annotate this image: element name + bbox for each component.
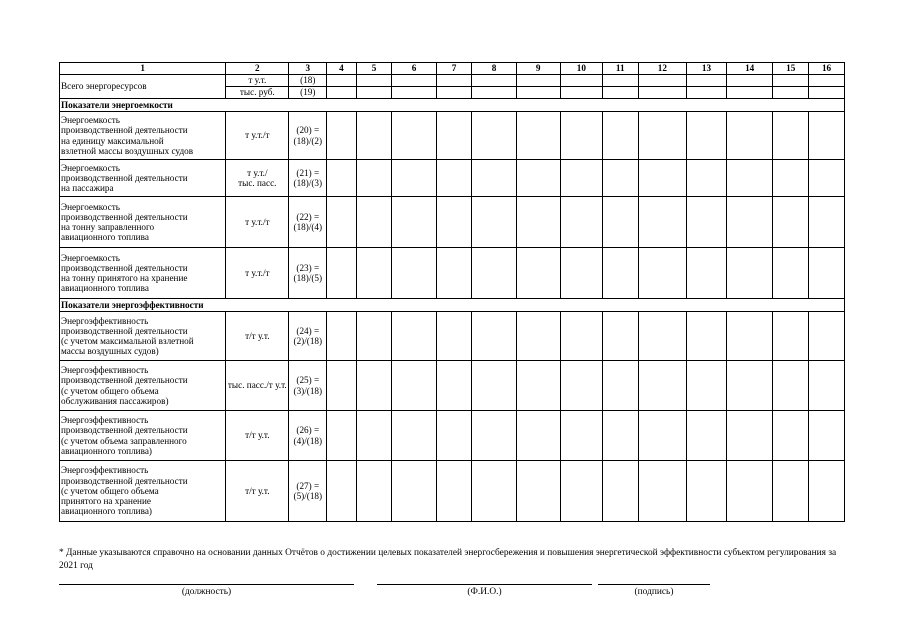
empty-cell	[516, 112, 560, 160]
empty-cell	[602, 361, 638, 411]
empty-cell	[516, 461, 560, 522]
empty-cell	[773, 361, 809, 411]
empty-cell	[687, 361, 727, 411]
empty-cell	[727, 160, 773, 197]
header-cell: 1	[60, 63, 226, 75]
empty-cell	[602, 75, 638, 87]
unit-cell: т/т у.т.	[226, 411, 289, 461]
formula-cell: (25) = (3)/(18)	[289, 361, 327, 411]
empty-cell	[436, 361, 472, 411]
empty-cell	[472, 411, 516, 461]
empty-cell	[472, 312, 516, 361]
empty-cell	[472, 160, 516, 197]
empty-cell	[392, 112, 436, 160]
empty-cell	[356, 312, 392, 361]
indicator-label: Энергоемкость производственной деятельности на тонну принятого на хранение авиационного топлива	[60, 248, 226, 299]
unit-cell: тыс. руб.	[226, 87, 289, 99]
header-cell: 13	[687, 63, 727, 75]
unit-cell: т у.т./т	[226, 248, 289, 299]
empty-cell	[436, 312, 472, 361]
empty-cell	[356, 248, 392, 299]
empty-cell	[560, 461, 602, 522]
empty-cell	[809, 75, 845, 87]
header-cell: 16	[809, 63, 845, 75]
empty-cell	[809, 461, 845, 522]
empty-cell	[327, 75, 356, 87]
header-cell: 9	[516, 63, 560, 75]
empty-cell	[327, 160, 356, 197]
total-label: Всего энергоресурсов	[60, 75, 226, 99]
header-cell: 7	[436, 63, 472, 75]
empty-cell	[602, 160, 638, 197]
empty-cell	[560, 361, 602, 411]
empty-cell	[356, 197, 392, 248]
empty-cell	[809, 248, 845, 299]
indicator-label: Энергоэффективность производственной деятельности (с учетом максимальной взлетной массы воздушных судов)	[60, 312, 226, 361]
empty-cell	[773, 75, 809, 87]
empty-cell	[727, 248, 773, 299]
indicator-label: Энергоемкость производственной деятельности на пассажира	[60, 160, 226, 197]
empty-cell	[472, 197, 516, 248]
footnote: * Данные указываются справочно на основании данных Отчётов о достижении целевых показателей энергосбережения и повышения энергетической эффективности субъектом регулирования за 2021 год	[59, 548, 837, 571]
empty-cell	[687, 197, 727, 248]
formula-cell: (26) = (4)/(18)	[289, 411, 327, 461]
empty-cell	[327, 461, 356, 522]
empty-cell	[356, 112, 392, 160]
header-cell: 15	[773, 63, 809, 75]
empty-cell	[773, 248, 809, 299]
code-cell: (19)	[289, 87, 327, 99]
empty-cell	[638, 112, 686, 160]
empty-cell	[638, 411, 686, 461]
empty-cell	[392, 411, 436, 461]
indicator-row	[60, 411, 845, 461]
empty-cell	[472, 248, 516, 299]
empty-cell	[516, 312, 560, 361]
formula-cell: (22) = (18)/(4)	[289, 197, 327, 248]
empty-cell	[809, 160, 845, 197]
empty-cell	[516, 197, 560, 248]
formula-cell: (23) = (18)/(5)	[289, 248, 327, 299]
empty-cell	[602, 112, 638, 160]
empty-cell	[516, 87, 560, 99]
empty-cell	[687, 87, 727, 99]
empty-cell	[436, 461, 472, 522]
section-row	[60, 299, 845, 312]
empty-cell	[727, 461, 773, 522]
empty-cell	[472, 461, 516, 522]
empty-cell	[392, 312, 436, 361]
empty-cell	[327, 361, 356, 411]
empty-cell	[392, 248, 436, 299]
empty-cell	[356, 75, 392, 87]
signature-caption: (подпись)	[634, 587, 674, 597]
name-caption: (Ф.И.О.)	[467, 587, 502, 597]
empty-cell	[687, 112, 727, 160]
empty-cell	[727, 75, 773, 87]
empty-cell	[773, 87, 809, 99]
empty-cell	[602, 312, 638, 361]
empty-cell	[560, 312, 602, 361]
indicator-row	[60, 112, 845, 160]
empty-cell	[516, 75, 560, 87]
empty-cell	[727, 87, 773, 99]
empty-cell	[638, 197, 686, 248]
empty-cell	[436, 75, 472, 87]
empty-cell	[687, 411, 727, 461]
indicator-row	[60, 248, 845, 299]
section-title: Показатели энергоемкости	[60, 99, 845, 112]
empty-cell	[436, 112, 472, 160]
name-line	[377, 584, 592, 585]
empty-cell	[392, 197, 436, 248]
position-caption: (должность)	[181, 587, 232, 597]
formula-cell: (24) = (2)/(18)	[289, 312, 327, 361]
empty-cell	[638, 461, 686, 522]
empty-cell	[327, 112, 356, 160]
empty-cell	[809, 361, 845, 411]
section-row	[60, 99, 845, 112]
unit-cell: т/т у.т.	[226, 461, 289, 522]
empty-cell	[809, 87, 845, 99]
header-cell: 8	[472, 63, 516, 75]
empty-cell	[356, 87, 392, 99]
empty-cell	[773, 312, 809, 361]
empty-cell	[773, 197, 809, 248]
empty-cell	[638, 87, 686, 99]
empty-cell	[356, 411, 392, 461]
header-cell: 12	[638, 63, 686, 75]
empty-cell	[809, 411, 845, 461]
header-row	[60, 63, 845, 75]
empty-cell	[327, 411, 356, 461]
section-title: Показатели энергоэффективности	[60, 299, 845, 312]
unit-cell: т/т у.т.	[226, 312, 289, 361]
empty-cell	[687, 248, 727, 299]
empty-cell	[560, 248, 602, 299]
unit-cell: т у.т./т	[226, 197, 289, 248]
total-row	[60, 75, 845, 87]
empty-cell	[327, 248, 356, 299]
unit-cell: тыс. пасс./т у.т.	[226, 361, 289, 411]
indicator-label: Энергоемкость производственной деятельности на единицу максимальной взлетной массы воздушных судов	[60, 112, 226, 160]
empty-cell	[687, 461, 727, 522]
empty-cell	[436, 197, 472, 248]
empty-cell	[773, 160, 809, 197]
empty-cell	[516, 361, 560, 411]
header-cell: 2	[226, 63, 289, 75]
indicator-row	[60, 197, 845, 248]
empty-cell	[638, 361, 686, 411]
header-cell: 10	[560, 63, 602, 75]
indicator-label: Энергоэффективность производственной деятельности (с учетом объема заправленного авиационного топлива)	[60, 411, 226, 461]
empty-cell	[727, 361, 773, 411]
empty-cell	[727, 312, 773, 361]
position-line	[59, 584, 354, 585]
empty-cell	[472, 87, 516, 99]
empty-cell	[356, 361, 392, 411]
empty-cell	[560, 411, 602, 461]
empty-cell	[560, 112, 602, 160]
empty-cell	[809, 312, 845, 361]
empty-cell	[472, 75, 516, 87]
formula-cell: (21) = (18)/(3)	[289, 160, 327, 197]
empty-cell	[773, 461, 809, 522]
empty-cell	[436, 411, 472, 461]
code-cell: (18)	[289, 75, 327, 87]
header-cell: 14	[727, 63, 773, 75]
empty-cell	[687, 312, 727, 361]
empty-cell	[392, 75, 436, 87]
unit-cell: т у.т./т	[226, 112, 289, 160]
empty-cell	[392, 361, 436, 411]
empty-cell	[436, 160, 472, 197]
empty-cell	[472, 361, 516, 411]
empty-cell	[327, 197, 356, 248]
unit-cell: т у.т./ тыс. пасс.	[226, 160, 289, 197]
signature-line	[598, 584, 710, 585]
header-cell: 5	[356, 63, 392, 75]
unit-cell: т у.т.	[226, 75, 289, 87]
empty-cell	[687, 160, 727, 197]
empty-cell	[516, 411, 560, 461]
empty-cell	[602, 248, 638, 299]
empty-cell	[602, 197, 638, 248]
empty-cell	[638, 312, 686, 361]
empty-cell	[638, 248, 686, 299]
empty-cell	[356, 461, 392, 522]
empty-cell	[809, 112, 845, 160]
indicators-table	[59, 62, 845, 522]
empty-cell	[392, 87, 436, 99]
empty-cell	[809, 197, 845, 248]
empty-cell	[560, 75, 602, 87]
empty-cell	[602, 87, 638, 99]
empty-cell	[516, 248, 560, 299]
empty-cell	[560, 197, 602, 248]
indicator-row	[60, 312, 845, 361]
header-cell: 6	[392, 63, 436, 75]
empty-cell	[602, 461, 638, 522]
indicator-label: Энергоемкость производственной деятельности на тонну заправленного авиационного топлива	[60, 197, 226, 248]
empty-cell	[773, 112, 809, 160]
header-cell: 4	[327, 63, 356, 75]
empty-cell	[602, 411, 638, 461]
indicator-label: Энергоэффективность производственной деятельности (с учетом общего объема обслуживания пассажиров)	[60, 361, 226, 411]
indicator-row	[60, 461, 845, 522]
empty-cell	[638, 75, 686, 87]
empty-cell	[392, 160, 436, 197]
empty-cell	[327, 87, 356, 99]
empty-cell	[638, 160, 686, 197]
empty-cell	[773, 411, 809, 461]
formula-cell: (27) = (5)/(18)	[289, 461, 327, 522]
header-cell: 11	[602, 63, 638, 75]
empty-cell	[560, 160, 602, 197]
indicator-row	[60, 361, 845, 411]
empty-cell	[472, 112, 516, 160]
empty-cell	[516, 160, 560, 197]
empty-cell	[727, 112, 773, 160]
indicator-label: Энергоэффективность производственной деятельности (с учетом общего объема принятого на хранение авиационного топлива)	[60, 461, 226, 522]
empty-cell	[727, 197, 773, 248]
empty-cell	[436, 87, 472, 99]
empty-cell	[560, 87, 602, 99]
indicator-row	[60, 160, 845, 197]
formula-cell: (20) = (18)/(2)	[289, 112, 327, 160]
empty-cell	[687, 75, 727, 87]
empty-cell	[392, 461, 436, 522]
empty-cell	[356, 160, 392, 197]
empty-cell	[727, 411, 773, 461]
empty-cell	[327, 312, 356, 361]
header-cell: 3	[289, 63, 327, 75]
empty-cell	[436, 248, 472, 299]
